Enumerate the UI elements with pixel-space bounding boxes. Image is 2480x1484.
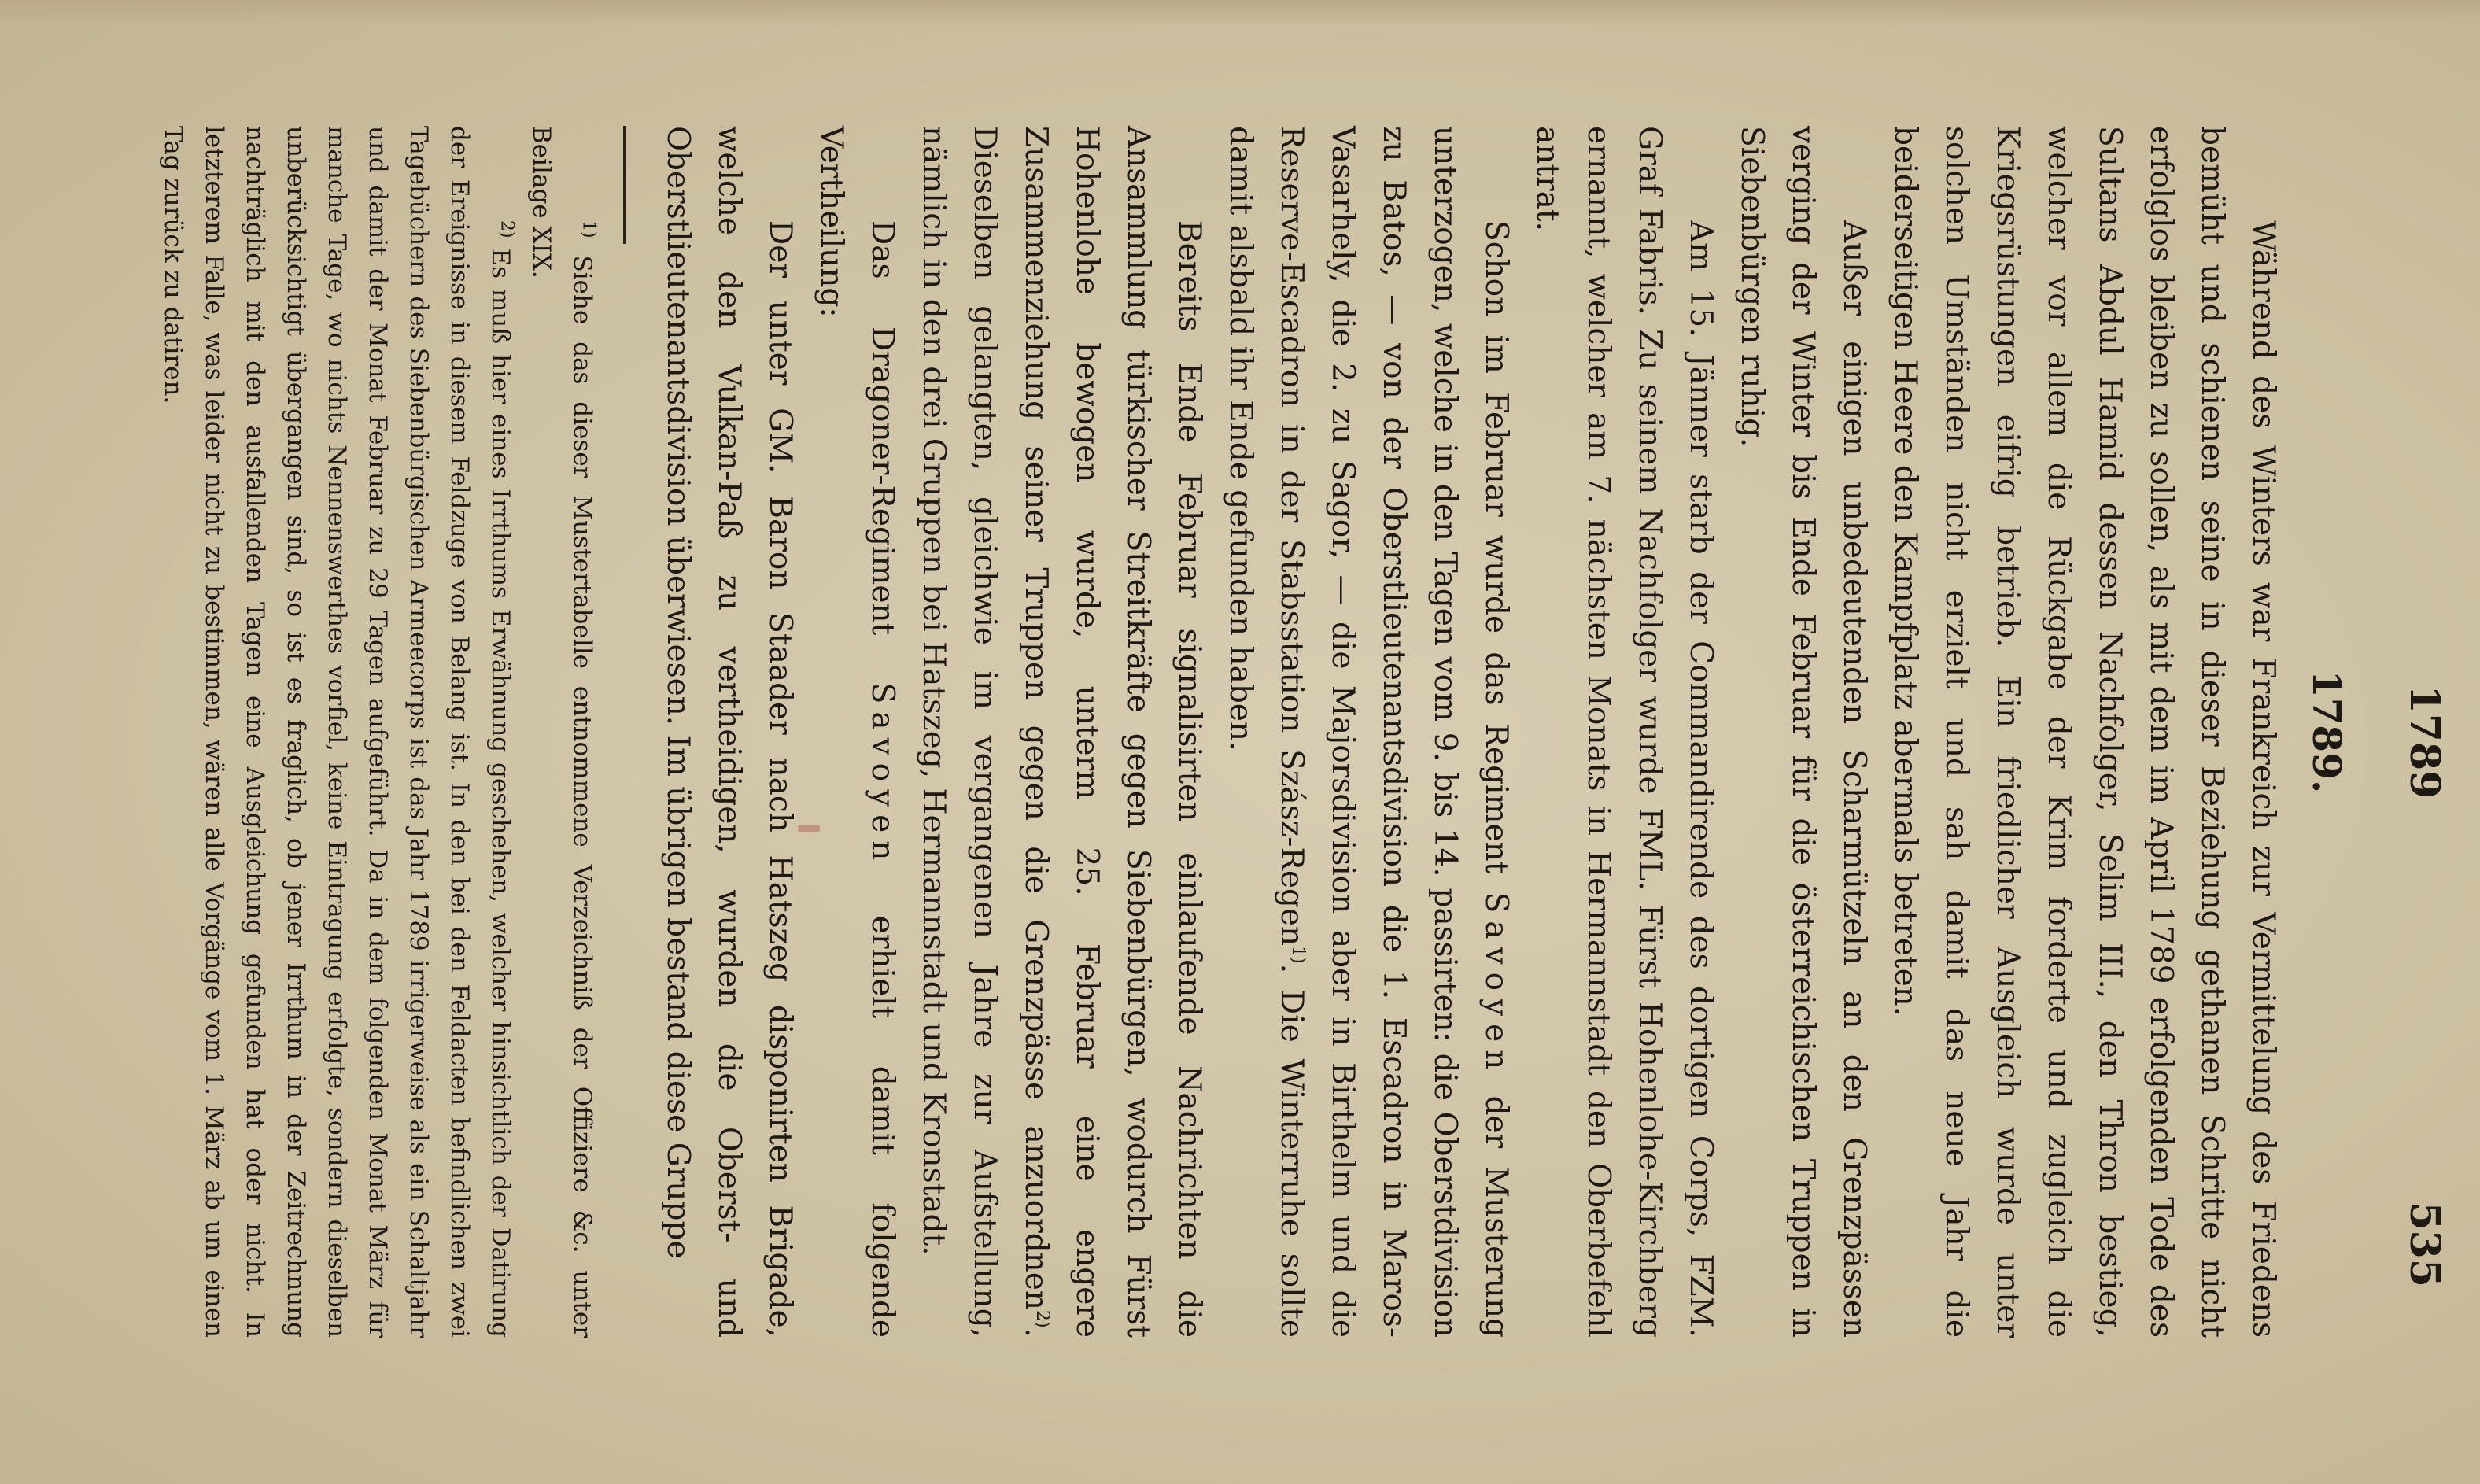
footnote-1-mark: 1) (578, 220, 599, 238)
paragraph-4-part-a: Schon im Februar wurde das Regiment (1478, 220, 1514, 874)
footnote-1 (521, 126, 603, 1338)
paragraph-1: Während des Winters war Frankreich zur Vermittelung des Friedens bemüht und schienen seine in dieser Beziehung gethanen Schritte nicht erfolglos bleiben zu sollen, als mit dem im April 1789 erfolgenden Tode des Sultans Abdul Hamid dessen Nachfolger, Selim III., den Thron bestieg, welcher vor allem die Rückgabe der Krim forderte und zugleich die Kriegsrüstungen eifrig betrieb. Ein friedlicher Ausgleich wurde unter solchen Umständen nicht erzielt und sah damit das neue Jahr die beiderseitigen Heere den Kampfplatz abermals betreten. (1888, 126, 2281, 1338)
paragraph-2: Außer einigen unbedeutenden Scharmützeln an den Grenzpässen verging der Winter bis Ende Februar für die österreichischen Truppen in Siebenbürgen ruhig. (1734, 126, 1872, 1338)
section-year-heading: 1789. (2304, 670, 2350, 794)
paragraph-6-part-b: erhielt damit folgende Vertheilung: (814, 126, 900, 1338)
body-text (153, 126, 2350, 1338)
paragraph-5 (908, 126, 1215, 1338)
paper-stain-mark (798, 825, 820, 832)
footnote-ref-1: 1) (1288, 946, 1308, 964)
footnote-2-mark: 2) (496, 220, 517, 238)
running-head-year: 1789 (2401, 685, 2449, 799)
paragraph-4 (1215, 126, 1522, 1338)
footnote-2-text: Es muß hier eines Irrthums Erwähnung geschehen, welcher hinsichtlich der Datirung der Ereignisse in diesem Feldzuge von Belang ist. In den bei den Feldacten befindlichen zwei Tagebüchern des Siebenbürgischen Armeecorps ist das Jahr 1789 irrigerweise als ein Schaltjahr und damit der Monat Februar zu 29 Tagen aufgeführt. Da in dem folgenden Monat März für manche Tage, wo nichts Nennenswerthes vorfiel, keine Eintragung erfolgte, sondern dieselben unberücksichtigt übergangen sind, so ist es fraglich, ob jener Irrthum in der Zeitrechnung nachträglich mit den ausfallenden Tagen eine Ausgleichung gefunden hat oder nicht. In letzterem Falle, was leider nicht zu bestimmen, wären alle Vorgänge vom 1. März ab um einen Tag zurück zu datiren. (159, 126, 515, 1338)
footnote-ref-2: 2) (1032, 1310, 1052, 1328)
regiment-name-spaced-2: Savoyen (865, 682, 900, 869)
paragraph-7: Der unter GM. Baron Staader nach Hatszeg disponirten Brigade, welche den Vulkan-Paß zu vertheidigen, wurden die Oberst- und Oberstlieutenantsdivision überwiesen. Im übrigen bestand diese Gruppe (660, 126, 798, 1338)
paragraph-5-part-b: . Dieselben gelangten, gleichwie im vergangenen Jahre zur Aufstellung, nämlich in den drei Gruppen bei Hatszeg, Hermannstadt und Kronstadt. (916, 126, 1054, 1338)
page-number: 535 (2401, 1202, 2449, 1287)
paragraph-5-part-a: Bereits Ende Februar signalisirten einlaufende Nachrichten die Ansammlung türkischer Streitkräfte gegen Siebenbürgen, wodurch Fürst Hohenlohe bewogen wurde, unterm 25. Februar eine engere Zusammenziehung seiner Truppen gegen die Grenzpässe anzuordnen (1018, 126, 1207, 1338)
paragraph-4-part-c: . Die Winterruhe sollte damit alsbald ihr Ende gefunden haben. (1223, 126, 1309, 1338)
running-head (2401, 0, 2449, 1484)
footnote-2 (153, 126, 521, 1338)
footnote-1-text: Siehe das dieser Mustertabelle entnommene Verzeichniß der Offiziere &c. unter Beilage XIX. (527, 126, 596, 1338)
paragraph-4-part-b: der Musterung unterzogen, welche in den Tagen vom 9. bis 14. passirten: die Oberstdivision zu Batos, — von der Oberstlieutenantsdivision die 1. Escadron in Maros-Vasarhely, die 2. zu Sagor, — die Majorsdivision aber in Birthelm und die Reserve-Escadron in der Stabsstation Szász-Regen (1274, 126, 1514, 1338)
regiment-name-spaced: Savoyen (1478, 892, 1514, 1078)
paragraph-6 (806, 126, 908, 1338)
paragraph-3: Am 15. Jänner starb der Commandirende des dortigen Corps, FZM. Graf Fabris. Zu seinem Nachfolger wurde FML. Fürst Hohenlohe-Kirchberg ernannt, welcher am 7. nächsten Monats in Hermannstadt den Oberbefehl antrat. (1530, 126, 1718, 1338)
paragraph-6-part-a: Das Dragoner-Regiment (865, 220, 900, 636)
footnote-divider (623, 126, 626, 244)
